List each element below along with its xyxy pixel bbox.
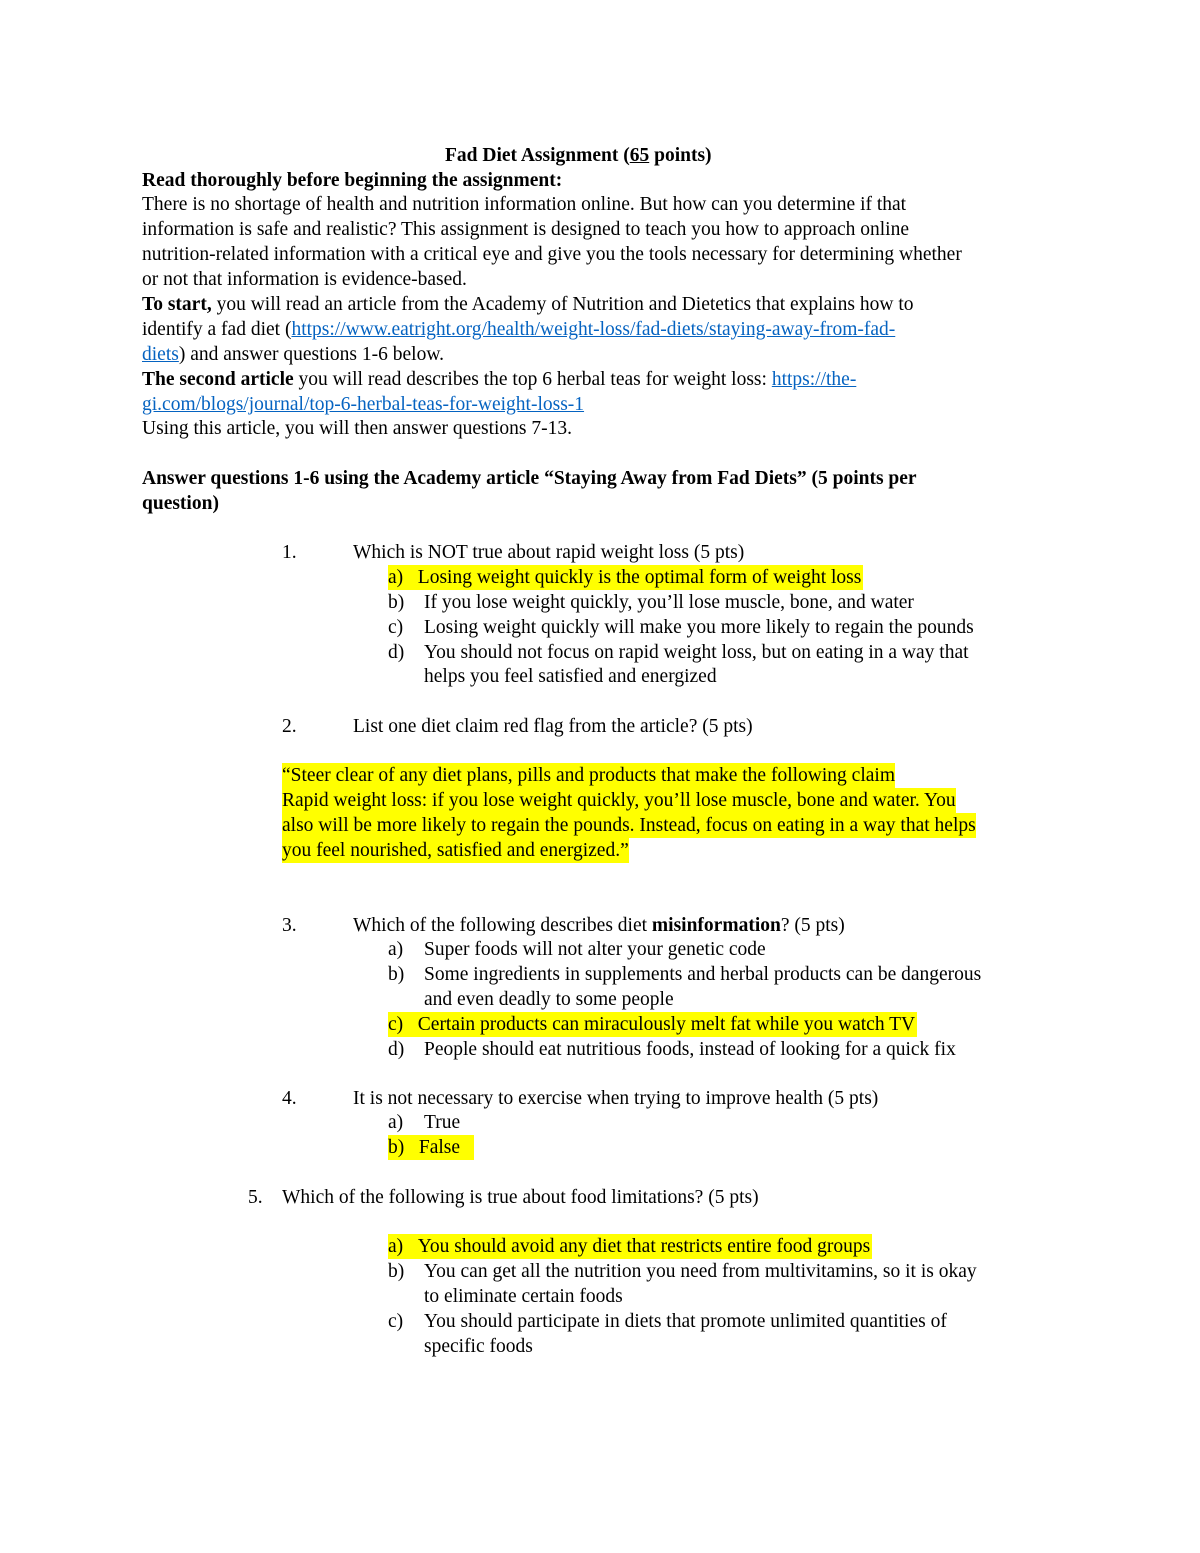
fad-diets-link[interactable]: https://www.eatright.org/health/weight-loss/fad-diets/staying-away-from-fad- — [291, 319, 896, 340]
q5-number: 5. — [248, 1187, 263, 1208]
title-text-end: points) — [649, 145, 712, 166]
q5-a-text: You should avoid any diet that restricts entire food groups — [417, 1236, 871, 1257]
intro-line-3: nutrition-related information with a critical eye and give you the tools necessary for determining whether — [142, 244, 962, 265]
start-line3-post: ) and answer questions 1-6 below. — [178, 344, 445, 365]
q4-b-label: b) — [388, 1137, 405, 1158]
page-title — [445, 143, 712, 168]
q1-c-text: Losing weight quickly will make you more likely to regain the pounds — [424, 617, 974, 638]
q5-b-text-2: to eliminate certain foods — [424, 1286, 623, 1307]
q1-c-label: c) — [388, 617, 404, 638]
q1-d-text-1: You should not focus on rapid weight loss, but on eating in a way that — [424, 642, 969, 663]
q3-a-text: Super foods will not alter your genetic code — [424, 939, 766, 960]
q5-b-label: b) — [388, 1261, 405, 1282]
intro-line-2: information is safe and realistic? This assignment is designed to teach you how to approach online — [142, 219, 909, 240]
q1-number: 1. — [282, 542, 297, 563]
q3-text-pre: Which of the following describes diet — [353, 915, 652, 936]
start-text: you will read an article from the Academy of Nutrition and Dietetics that explains how to — [211, 294, 914, 315]
q3-text-bold: misinformation — [651, 915, 781, 936]
q4-a-label: a) — [388, 1112, 404, 1133]
q3-text-post: ? (5 pts) — [780, 915, 845, 936]
q1-text: Which is NOT true about rapid weight loss (5 pts) — [353, 542, 745, 563]
q5-c-text-2: specific foods — [424, 1336, 533, 1357]
q3-number: 3. — [282, 915, 297, 936]
q1-a-label: a) — [388, 567, 404, 588]
q5-a-label: a) — [388, 1236, 404, 1257]
title-text: Fad Diet Assignment ( — [445, 145, 630, 166]
q3-b-label: b) — [388, 964, 405, 985]
q3-d-text: People should eat nutritious foods, instead of looking for a quick fix — [424, 1039, 956, 1060]
second-line-1 — [142, 367, 856, 392]
q3-text — [353, 913, 845, 938]
start-line-1 — [142, 292, 914, 317]
q3-option-c — [388, 1012, 917, 1037]
intro-line-1: There is no shortage of health and nutrition information online. But how can you determine if that — [142, 194, 907, 215]
q2-answer-line-1: “Steer clear of any diet plans, pills and products that make the following claim — [282, 765, 895, 786]
start-line2-pre: identify a fad diet ( — [142, 319, 292, 340]
q4-b-text: False — [418, 1137, 461, 1158]
q1-d-label: d) — [388, 642, 405, 663]
second-text: you will read describes the top 6 herbal teas for weight loss: — [293, 369, 772, 390]
q2-number: 2. — [282, 716, 297, 737]
q2-text: List one diet claim red flag from the article? (5 pts) — [353, 716, 753, 737]
q3-b-text-2: and even deadly to some people — [424, 989, 674, 1010]
intro-line-4: or not that information is evidence-based. — [142, 269, 467, 290]
second-line-2 — [142, 392, 584, 417]
q3-b-text-1: Some ingredients in supplements and herbal products can be dangerous — [424, 964, 982, 985]
q5-c-label: c) — [388, 1311, 404, 1332]
q5-c-text-1: You should participate in diets that promote unlimited quantities of — [424, 1311, 947, 1332]
q4-option-b — [388, 1135, 474, 1160]
start-line-2 — [142, 317, 895, 342]
q1-b-label: b) — [388, 592, 405, 613]
q1-a-text: Losing weight quickly is the optimal form of weight loss — [417, 567, 862, 588]
q1-d-text-2: helps you feel satisfied and energized — [424, 666, 717, 687]
start-line-3 — [142, 342, 444, 367]
q3-a-label: a) — [388, 939, 404, 960]
section-heading-1: Answer questions 1-6 using the Academy article “Staying Away from Fad Diets” (5 points per — [142, 468, 917, 489]
using-line: Using this article, you will then answer questions 7-13. — [142, 418, 573, 439]
q3-d-label: d) — [388, 1039, 405, 1060]
q2-answer-line-2: Rapid weight loss: if you lose weight quickly, you’ll lose muscle, bone and water. You — [282, 790, 956, 811]
herbal-teas-link[interactable]: https://the- — [771, 369, 857, 390]
q4-text: It is not necessary to exercise when trying to improve health (5 pts) — [353, 1088, 879, 1109]
q1-b-text: If you lose weight quickly, you’ll lose muscle, bone, and water — [424, 592, 914, 613]
q2-answer-line-4: you feel nourished, satisfied and energized.” — [282, 840, 629, 861]
q5-b-text-1: You can get all the nutrition you need from multivitamins, so it is okay — [424, 1261, 977, 1282]
title-points: 65 — [629, 145, 650, 166]
second-bold: The second article — [142, 369, 294, 390]
q5-option-a — [388, 1234, 872, 1259]
herbal-teas-link-cont[interactable]: gi.com/blogs/journal/top-6-herbal-teas-for-weight-loss-1 — [142, 394, 585, 415]
section-heading-2: question) — [142, 493, 219, 514]
fad-diets-link-cont[interactable]: diets — [142, 344, 179, 365]
q4-number: 4. — [282, 1088, 297, 1109]
q3-c-text: Certain products can miraculously melt fat while you watch TV — [417, 1014, 916, 1035]
start-bold: To start, — [142, 294, 212, 315]
q2-answer-line-3: also will be more likely to regain the pounds. Instead, focus on eating in a way that helps — [282, 815, 976, 836]
q1-option-a — [388, 565, 863, 590]
q4-a-text: True — [424, 1112, 461, 1133]
q3-c-label: c) — [388, 1014, 404, 1035]
intro-heading: Read thoroughly before beginning the assignment: — [142, 170, 563, 191]
q5-text: Which of the following is true about food limitations? (5 pts) — [282, 1187, 759, 1208]
